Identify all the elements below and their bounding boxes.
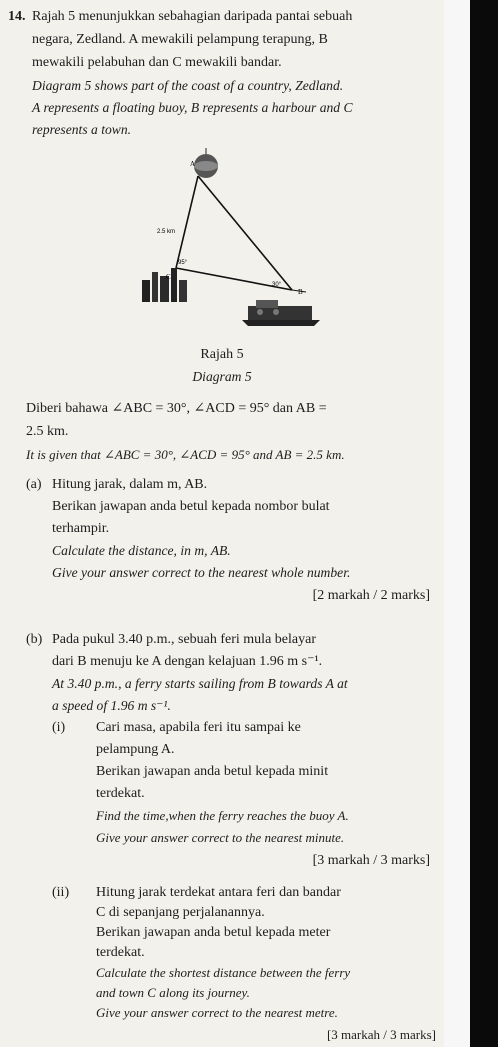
part-b-ii-malay-line-3: Berikan jawapan anda betul kepada meter — [96, 925, 331, 940]
part-b-ii-english-line-1: Calculate the shortest distance between the ferry — [96, 965, 351, 980]
part-b-i-malay-line-3: Berikan jawapan anda betul kepada minit — [96, 764, 329, 779]
part-b-i-malay-line-4: terdekat. — [96, 786, 145, 801]
part-b-i-malay-line-1: Cari masa, apabila feri itu sampai ke — [96, 720, 301, 735]
town-icon — [142, 268, 187, 302]
coast-diagram — [130, 140, 330, 340]
diagram-caption-english: Diagram 5 — [192, 369, 252, 384]
angle-label-c: 95° — [178, 260, 188, 266]
part-a-english-line-1: Calculate the distance, in m, AB. — [52, 543, 231, 558]
intro-english-line-2: A represents a floating buoy, B represents a harbour and C — [32, 100, 353, 115]
buoy-icon — [194, 148, 218, 178]
part-a-label: (a) — [26, 477, 42, 492]
intro-english-line-1: Diagram 5 shows part of the coast of a country, Zedland. — [32, 78, 344, 93]
part-b-english-line-1: At 3.40 p.m., a ferry starts sailing from B towards A at — [52, 676, 348, 691]
angle-label-b: 30° — [272, 282, 282, 288]
part-b-i-marks: [3 markah / 3 marks] — [312, 853, 430, 868]
part-b-label: (b) — [26, 632, 43, 647]
scan-border — [444, 0, 498, 1047]
part-a-malay-line-3: terhampir. — [52, 521, 110, 536]
part-a-english-line-2: Give your answer correct to the nearest whole number. — [52, 565, 351, 580]
label-b: B — [298, 288, 303, 296]
diagram-caption-malay: Rajah 5 — [200, 347, 244, 362]
intro-english-line-3: represents a town. — [32, 122, 132, 137]
part-b-english-line-2: a speed of 1.96 m s⁻¹. — [52, 698, 171, 713]
part-b-i-label: (i) — [52, 720, 66, 735]
intro-malay-line-2: negara, Zedland. A mewakili pelampung terapung, B — [32, 32, 328, 47]
label-c: C — [166, 273, 171, 281]
given-malay-line-2: 2.5 km. — [26, 424, 69, 439]
part-b-i-english-line-1: Find the time,when the ferry reaches the buoy A. — [96, 808, 349, 823]
part-b-ii-malay-line-2: C di sepanjang perjalanannya. — [96, 905, 265, 920]
part-b-ii-english-line-2: and town C along its journey. — [96, 985, 250, 1000]
part-b-ii-label: (ii) — [52, 885, 70, 900]
part-b-ii-malay-line-1: Hitung jarak terdekat antara feri dan bandar — [96, 885, 341, 900]
given-english: It is given that ∠ABC = 30°, ∠ACD = 95° and AB = 2.5 km. — [26, 447, 345, 462]
length-label: 2.5 km — [157, 229, 176, 235]
part-b-malay-line-1: Pada pukul 3.40 p.m., sebuah feri mula belayar — [52, 632, 316, 647]
part-a-marks: [2 markah / 2 marks] — [312, 588, 430, 603]
part-b-i-english-line-2: Give your answer correct to the nearest minute. — [96, 830, 345, 845]
triangle-lines — [176, 176, 306, 292]
harbour-icon — [242, 300, 320, 326]
intro-malay-line-3: mewakili pelabuhan dan C mewakili bandar. — [32, 55, 282, 70]
part-b-ii-malay-line-4: terdekat. — [96, 945, 145, 960]
part-b-ii-english-line-3: Give your answer correct to the nearest metre. — [96, 1005, 338, 1020]
part-a-malay-line-2: Berikan jawapan anda betul kepada nombor bulat — [52, 499, 330, 514]
intro-malay-line-1: Rajah 5 menunjukkan sebahagian daripada pantai sebuah — [32, 9, 353, 24]
label-a: A — [190, 160, 196, 168]
part-b-ii-marks: [3 markah / 3 marks] — [326, 1027, 436, 1042]
part-a-malay-line-1: Hitung jarak, dalam m, AB. — [52, 477, 208, 492]
part-b-malay-line-2: dari B menuju ke A dengan kelajuan 1.96 m s⁻¹. — [52, 654, 323, 669]
question-number: 14. — [8, 9, 26, 24]
given-malay-line-1: Diberi bahawa ∠ABC = 30°, ∠ACD = 95° dan AB = — [26, 401, 327, 416]
part-b-i-malay-line-2: pelampung A. — [96, 742, 175, 757]
